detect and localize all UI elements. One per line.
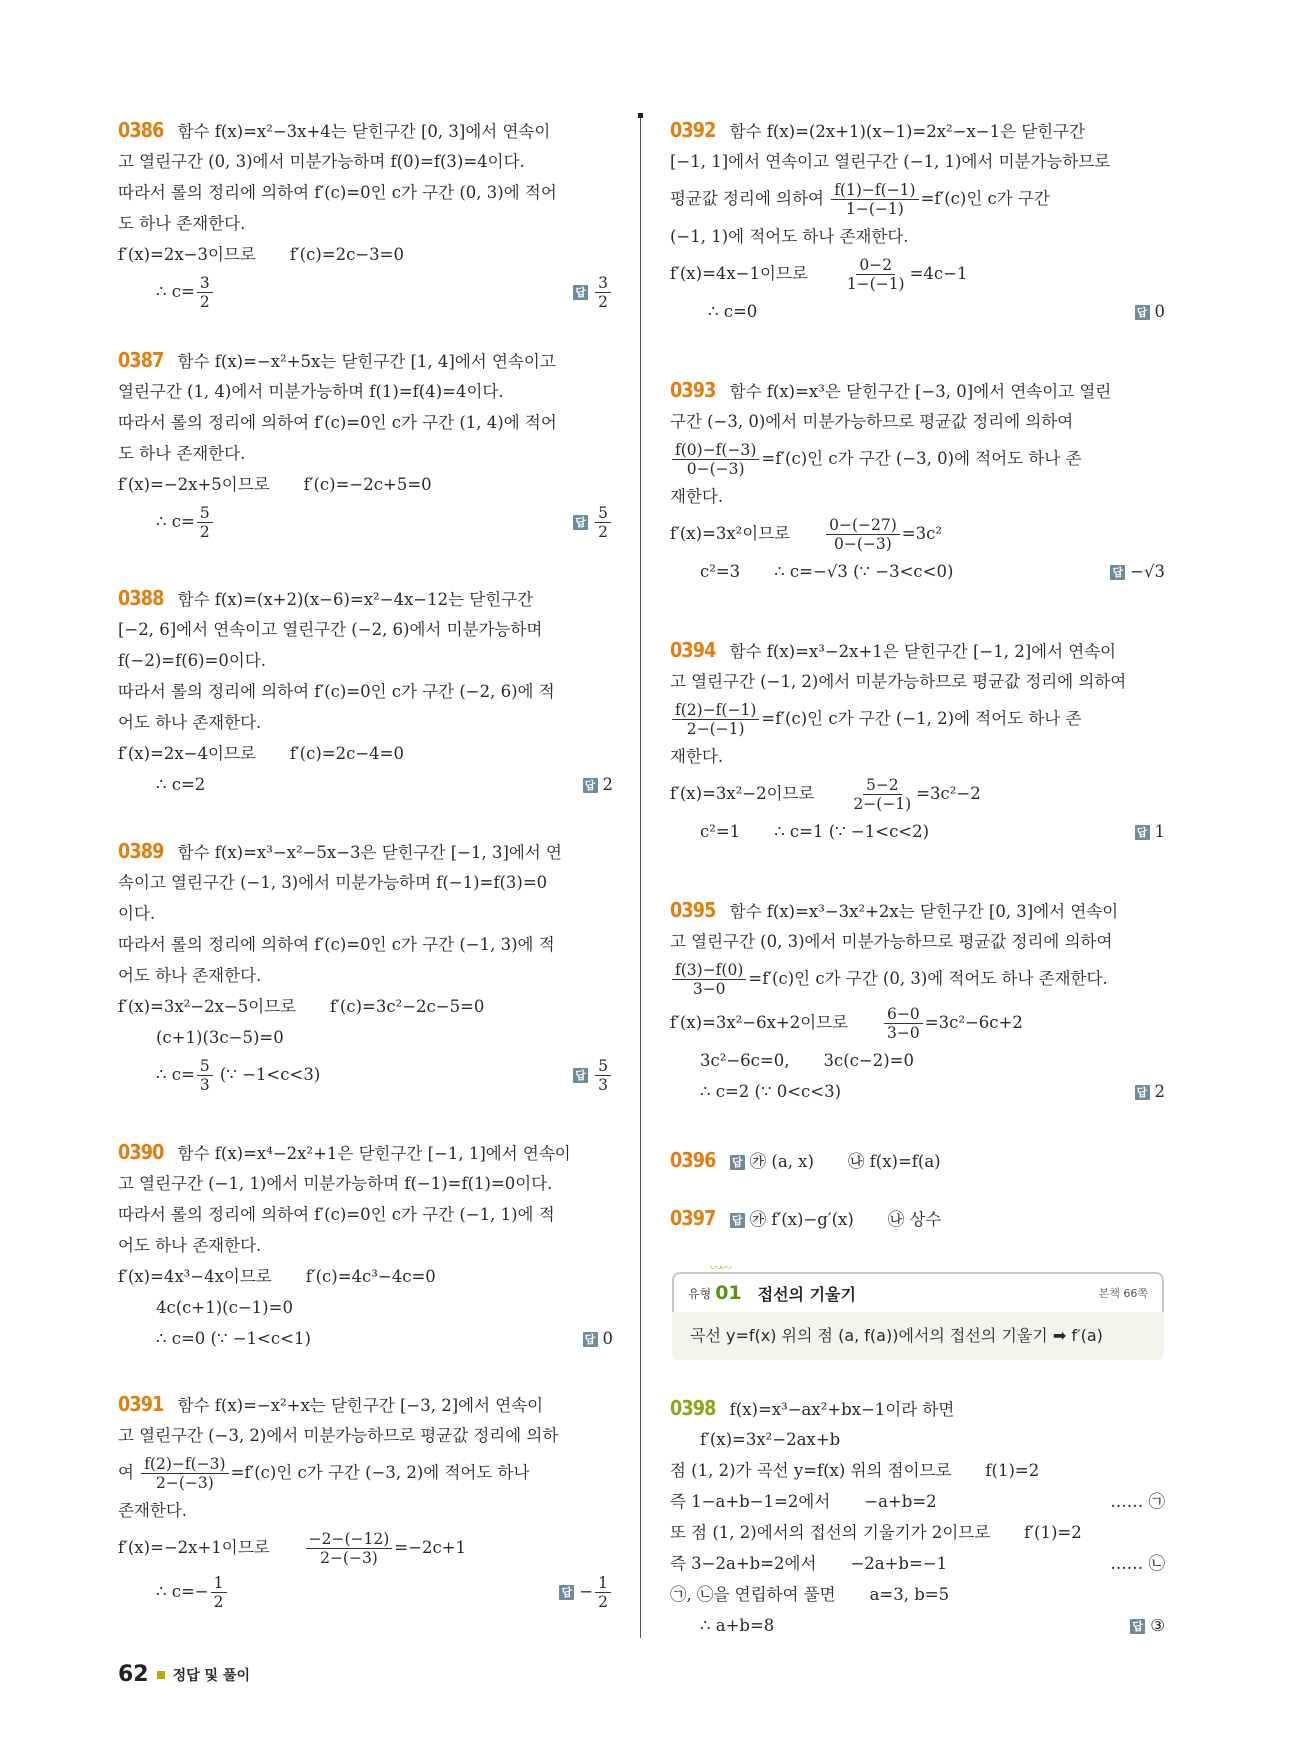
math-text: ㉯ f(x)=f(a) bbox=[847, 1152, 941, 1171]
math-text: 즉 3−2a+b=2에서 bbox=[670, 1554, 817, 1573]
math-text: 도 하나 존재한다. bbox=[118, 214, 246, 233]
problem-0393 bbox=[670, 375, 1165, 587]
math-text: ∴ c= bbox=[156, 1065, 195, 1084]
solution-line bbox=[670, 772, 1165, 816]
answer-icon: 답 bbox=[559, 1585, 574, 1600]
denominator: 3−0 bbox=[887, 1024, 920, 1042]
math-text: ∴ c= bbox=[156, 512, 195, 531]
solution-line bbox=[670, 481, 1165, 512]
math-text: f′(x)=3x²−6x+2이므로 bbox=[670, 1013, 849, 1032]
math-text: 따라서 롤의 정리에 의하여 f′(c)=0인 c가 구간 (−2, 6)에 적 bbox=[118, 682, 555, 701]
equation-tag: …… ㉠ bbox=[1110, 1492, 1165, 1511]
equation-tag: …… ㉡ bbox=[1110, 1554, 1165, 1573]
numerator: 5−2 bbox=[863, 776, 902, 795]
math-text: (∵ −1<c<3) bbox=[214, 1065, 321, 1084]
solution-line bbox=[670, 697, 1165, 741]
math-text: c²=3 bbox=[700, 562, 741, 581]
math-text: [−2, 6]에서 연속이고 열린구간 (−2, 6)에서 미분가능하며 bbox=[118, 620, 543, 639]
solution-line bbox=[670, 1610, 1165, 1641]
fraction bbox=[141, 1455, 228, 1492]
problem-number: 0389 bbox=[118, 839, 164, 863]
section-title: 정답 및 풀이 bbox=[172, 1667, 250, 1684]
denominator: 2−(−1) bbox=[686, 720, 745, 738]
problem-number: 0398 bbox=[670, 1396, 716, 1420]
answer-icon: 답 bbox=[573, 285, 588, 300]
problem-number: 0388 bbox=[118, 586, 164, 610]
math-text: f′(c)=−2c+5=0 bbox=[303, 475, 432, 494]
math-text: f′(c)=2c−3=0 bbox=[289, 245, 404, 264]
math-text: 고 열린구간 (−1, 1)에서 미분가능하며 f(−1)=f(1)=0이다. bbox=[118, 1174, 553, 1193]
answer-icon: 답 bbox=[583, 1332, 598, 1347]
solution-line bbox=[118, 1420, 613, 1451]
answer bbox=[1135, 1076, 1166, 1107]
problem-0397 bbox=[670, 1203, 1165, 1234]
solution-line bbox=[118, 1137, 613, 1168]
math-text: f′(x)=3x²−2이므로 bbox=[670, 784, 815, 803]
type-title: 접선의 기울기 bbox=[757, 1284, 856, 1304]
solution-line bbox=[118, 177, 613, 208]
column-divider bbox=[640, 118, 641, 1638]
math-text: c²=1 bbox=[700, 822, 741, 841]
fraction bbox=[197, 504, 213, 541]
problem-0395 bbox=[670, 895, 1165, 1107]
math-text: =f′(c)인 c가 구간 (−3, 0)에 적어도 하나 존 bbox=[761, 449, 1082, 468]
type-label: 유형 bbox=[688, 1286, 712, 1301]
numerator: f(3)−f(0) bbox=[672, 961, 746, 980]
math-text: 0 bbox=[602, 1329, 613, 1348]
solution-line bbox=[118, 738, 613, 769]
math-text: −a+b=2 bbox=[864, 1492, 937, 1511]
answer bbox=[573, 1053, 613, 1097]
math-text: 1 bbox=[1154, 822, 1165, 841]
square-bullet-icon bbox=[157, 1671, 165, 1679]
solution-line bbox=[670, 512, 1165, 556]
math-text: 함수 f(x)=(x+2)(x−6)=x²−4x−12는 닫힌구간 bbox=[177, 590, 534, 609]
problem-number: 0396 bbox=[670, 1148, 716, 1172]
math-text: f(−2)=f(6)=0이다. bbox=[118, 651, 267, 670]
math-text: 고 열린구간 (−1, 2)에서 미분가능하므로 평균값 정리에 의하여 bbox=[670, 672, 1127, 691]
solution-line bbox=[118, 345, 613, 376]
answer bbox=[1130, 1610, 1165, 1641]
numerator: 1 bbox=[595, 1574, 611, 1593]
fraction bbox=[672, 441, 759, 478]
solution-line bbox=[118, 1526, 613, 1570]
numerator: 5 bbox=[595, 504, 611, 523]
denominator: 2 bbox=[598, 1593, 608, 1611]
math-text: 구간 (−3, 0)에서 미분가능하므로 평균값 정리에 의하여 bbox=[670, 412, 1074, 431]
math-text: =f′(c)인 c가 구간 (−1, 2)에 적어도 하나 존 bbox=[761, 709, 1082, 728]
numerator: 5 bbox=[197, 1057, 213, 1076]
math-text: 여 bbox=[118, 1463, 140, 1482]
problem-number: 0391 bbox=[118, 1392, 164, 1416]
fraction bbox=[844, 256, 908, 293]
math-text: 2 bbox=[1154, 1082, 1165, 1101]
fraction bbox=[672, 701, 759, 738]
math-text: =3c² bbox=[901, 524, 942, 543]
math-text: ∴ c= bbox=[156, 282, 195, 301]
denominator: 2−(−1) bbox=[853, 795, 912, 813]
type-page-ref: 본책 66쪽 bbox=[1098, 1287, 1148, 1300]
solution-line bbox=[118, 769, 613, 800]
denominator: 2 bbox=[213, 1593, 224, 1611]
answer bbox=[1135, 296, 1166, 327]
solution-line bbox=[670, 895, 1165, 926]
math-text: 따라서 롤의 정리에 의하여 f′(c)=0인 c가 구간 (1, 4)에 적어 bbox=[118, 413, 557, 432]
fraction bbox=[595, 1057, 611, 1094]
math-text: ∴ c=1 (∵ −1<c<2) bbox=[774, 822, 930, 841]
answer-icon: 답 bbox=[1135, 305, 1150, 320]
solution-line bbox=[118, 1230, 613, 1261]
solution-line bbox=[118, 676, 613, 707]
math-text: − bbox=[579, 1582, 594, 1601]
footer bbox=[118, 1662, 250, 1687]
solution-line bbox=[118, 1389, 613, 1420]
solution-line bbox=[118, 960, 613, 991]
fraction bbox=[850, 776, 914, 813]
math-text: =3c²−2 bbox=[916, 784, 981, 803]
solution-line bbox=[670, 296, 1165, 327]
problem-0389 bbox=[118, 836, 613, 1097]
solution-line bbox=[118, 929, 613, 960]
answer bbox=[1135, 816, 1166, 847]
solution-line bbox=[118, 645, 613, 676]
math-text: f′(x)=3x²이므로 bbox=[670, 524, 791, 543]
math-text: ∴ c=0 bbox=[708, 302, 758, 321]
math-text: =f′(c)인 c가 구간 (0, 3)에 적어도 하나 존재한다. bbox=[748, 969, 1108, 988]
solution-line bbox=[118, 146, 613, 177]
solution-line bbox=[670, 556, 1165, 587]
problem-0391 bbox=[118, 1389, 613, 1614]
denominator: 1−(−1) bbox=[846, 275, 905, 293]
math-text: ㉠, ㉡을 연립하여 풀면 bbox=[670, 1585, 836, 1604]
math-text: a=3, b=5 bbox=[869, 1585, 950, 1604]
math-text: ㉯ 상수 bbox=[887, 1210, 942, 1229]
answer-icon: 답 bbox=[573, 515, 588, 530]
fraction bbox=[831, 181, 918, 218]
problem-0390 bbox=[118, 1137, 613, 1354]
type-header bbox=[672, 1272, 1164, 1312]
problem-number: 0392 bbox=[670, 118, 716, 142]
math-text: 존재한다. bbox=[118, 1501, 188, 1520]
math-text: 속이고 열린구간 (−1, 3)에서 미분가능하며 f(−1)=f(3)=0 bbox=[118, 873, 548, 892]
fraction bbox=[306, 1530, 393, 1567]
math-text: ∴ c=−√3 (∵ −3<c<0) bbox=[774, 562, 954, 581]
math-text: f′(x)=−2x+5이므로 bbox=[118, 475, 270, 494]
fraction bbox=[197, 1057, 213, 1094]
solution-line bbox=[118, 438, 613, 469]
wave-decoration-icon: 〰〰 bbox=[710, 1261, 731, 1275]
math-text: 함수 f(x)=x³−x²−5x−3은 닫힌구간 [−1, 3]에서 연 bbox=[177, 843, 562, 862]
math-text: 함수 f(x)=−x²+x는 닫힌구간 [−3, 2]에서 연속이 bbox=[177, 1396, 544, 1415]
solution-line bbox=[118, 991, 613, 1022]
fraction bbox=[884, 1005, 923, 1042]
math-text: f(x)=x³−ax²+bx−1이라 하면 bbox=[729, 1400, 955, 1419]
type-number: 01 bbox=[715, 1282, 742, 1304]
solution-line bbox=[670, 146, 1165, 177]
numerator: 3 bbox=[197, 274, 213, 293]
fraction bbox=[211, 1574, 227, 1611]
math-text: [−1, 1]에서 연속이고 열린구간 (−1, 1)에서 미분가능하므로 bbox=[670, 152, 1111, 171]
math-text: f′(x)=2x−4이므로 bbox=[118, 744, 256, 763]
answer bbox=[583, 1323, 614, 1354]
numerator: 0−2 bbox=[856, 256, 895, 275]
problem-0392 bbox=[670, 115, 1165, 327]
math-text: 함수 f(x)=(2x+1)(x−1)=2x²−x−1은 닫힌구간 bbox=[729, 122, 1086, 141]
math-text: 또 점 (1, 2)에서의 접선의 기울기가 2이므로 bbox=[670, 1523, 991, 1542]
math-text: 따라서 롤의 정리에 의하여 f′(c)=0인 c가 구간 (−1, 3)에 적 bbox=[118, 935, 555, 954]
solution-line bbox=[670, 1001, 1165, 1045]
math-text: 열린구간 (1, 4)에서 미분가능하며 f(1)=f(4)=4이다. bbox=[118, 382, 504, 401]
math-text: 어도 하나 존재한다. bbox=[118, 966, 262, 985]
math-text: ㉮ f′(x)−g′(x) bbox=[749, 1210, 854, 1229]
denominator: 0−(−3) bbox=[686, 460, 745, 478]
math-text: ∴ c=− bbox=[156, 1582, 209, 1601]
numerator: 1 bbox=[211, 1574, 227, 1593]
solution-line bbox=[670, 666, 1165, 697]
math-text: 3c²−6c=0, bbox=[700, 1051, 790, 1070]
denominator: 2−(−3) bbox=[155, 1474, 214, 1492]
math-text: (−1, 1)에 적어도 하나 존재한다. bbox=[670, 227, 909, 246]
solution-line bbox=[118, 1261, 613, 1292]
solution-line bbox=[118, 115, 613, 146]
math-text: 함수 f(x)=−x²+5x는 닫힌구간 [1, 4]에서 연속이고 bbox=[177, 352, 556, 371]
solution-line bbox=[118, 1495, 613, 1526]
problem-number: 0395 bbox=[670, 898, 716, 922]
solution-line bbox=[118, 500, 613, 544]
answer bbox=[559, 1570, 613, 1614]
solution-line bbox=[670, 1076, 1165, 1107]
math-text: 함수 f(x)=x³−2x+1은 닫힌구간 [−1, 2]에서 연속이 bbox=[729, 642, 1117, 661]
math-text: −2a+b=−1 bbox=[850, 1554, 948, 1573]
problem-number: 0397 bbox=[670, 1206, 716, 1230]
math-text: 재한다. bbox=[670, 747, 724, 766]
math-text: ∴ c=2 bbox=[156, 775, 206, 794]
numerator: f(1)−f(−1) bbox=[831, 181, 918, 200]
type-box bbox=[672, 1261, 1164, 1360]
math-text: ㉮ (a, x) bbox=[749, 1152, 814, 1171]
math-text: =4c−1 bbox=[909, 264, 968, 283]
solution-line bbox=[118, 836, 613, 867]
denominator: 2 bbox=[199, 523, 210, 541]
solution-line bbox=[670, 1548, 1165, 1579]
answer-icon: 답 bbox=[1130, 1619, 1145, 1634]
numerator: 5 bbox=[595, 1057, 611, 1076]
math-text: 2 bbox=[602, 775, 613, 794]
solution-line bbox=[670, 741, 1165, 772]
solution-line bbox=[118, 407, 613, 438]
math-text: ∴ c=2 (∵ 0<c<3) bbox=[700, 1082, 842, 1101]
problem-0387 bbox=[118, 345, 613, 544]
answer-icon: 답 bbox=[730, 1213, 745, 1228]
solution-line bbox=[670, 957, 1165, 1001]
answer-icon: 답 bbox=[1135, 825, 1150, 840]
math-text: =f′(c)인 c가 구간 bbox=[920, 189, 1050, 208]
math-text: f′(x)=2x−3이므로 bbox=[118, 245, 256, 264]
math-text: 고 열린구간 (−3, 2)에서 미분가능하므로 평균값 정리에 의하 bbox=[118, 1426, 559, 1445]
math-text: 함수 f(x)=x³−3x²+2x는 닫힌구간 [0, 3]에서 연속이 bbox=[729, 902, 1119, 921]
problem-number: 0387 bbox=[118, 348, 164, 372]
solution-line bbox=[118, 583, 613, 614]
math-text: ∴ a+b=8 bbox=[700, 1616, 775, 1635]
denominator: 2 bbox=[199, 293, 210, 311]
fraction bbox=[197, 274, 213, 311]
numerator: −2−(−12) bbox=[306, 1530, 393, 1549]
math-text: 고 열린구간 (0, 3)에서 미분가능하므로 평균값 정리에 의하여 bbox=[670, 932, 1113, 951]
denominator: 2 bbox=[598, 293, 608, 311]
answer bbox=[573, 270, 613, 314]
solution-line bbox=[118, 239, 613, 270]
solution-line bbox=[670, 635, 1165, 666]
answer-icon: 답 bbox=[583, 778, 598, 793]
math-text: 함수 f(x)=x²−3x+4는 닫힌구간 [0, 3]에서 연속이 bbox=[177, 122, 551, 141]
solution-line bbox=[670, 1579, 1165, 1610]
math-text: 3c(c−2)=0 bbox=[823, 1051, 915, 1070]
math-text: f′(1)=2 bbox=[1024, 1523, 1082, 1542]
solution-line bbox=[118, 1168, 613, 1199]
math-text: =−2c+1 bbox=[394, 1538, 467, 1557]
solution-line bbox=[118, 469, 613, 500]
math-text: 즉 1−a+b−1=2에서 bbox=[670, 1492, 831, 1511]
problem-number: 0394 bbox=[670, 638, 716, 662]
fraction bbox=[595, 274, 611, 311]
math-text: 도 하나 존재한다. bbox=[118, 444, 246, 463]
fraction bbox=[595, 504, 611, 541]
math-text: f′(x)=3x²−2ax+b bbox=[700, 1430, 841, 1449]
denominator: 0−(−3) bbox=[834, 535, 892, 553]
problem-0394 bbox=[670, 635, 1165, 847]
solution-line bbox=[670, 177, 1165, 221]
math-text: ③ bbox=[1150, 1616, 1165, 1635]
math-text: f′(x)=4x−1이므로 bbox=[670, 264, 808, 283]
solution-line bbox=[670, 252, 1165, 296]
math-text: =3c²−6c+2 bbox=[924, 1013, 1023, 1032]
solution-line bbox=[670, 406, 1165, 437]
answer-icon: 답 bbox=[573, 1068, 588, 1083]
solution-line bbox=[118, 208, 613, 239]
solution-line bbox=[118, 898, 613, 929]
page-number: 62 bbox=[118, 1662, 149, 1687]
solution-line bbox=[670, 816, 1165, 847]
math-text: f′(c)=2c−4=0 bbox=[289, 744, 404, 763]
solution-line bbox=[670, 1486, 1165, 1517]
denominator: 2 bbox=[598, 523, 608, 541]
denominator: 3 bbox=[199, 1076, 210, 1094]
answer bbox=[573, 500, 613, 544]
solution-line bbox=[670, 221, 1165, 252]
problem-0388 bbox=[118, 583, 613, 800]
numerator: 5 bbox=[197, 504, 213, 523]
numerator: 0−(−27) bbox=[826, 516, 900, 535]
math-text: 함수 f(x)=x⁴−2x²+1은 닫힌구간 [−1, 1]에서 연속이 bbox=[177, 1144, 571, 1163]
numerator: f(2)−f(−1) bbox=[672, 701, 759, 720]
solution-line bbox=[670, 375, 1165, 406]
math-text: 평균값 정리에 의하여 bbox=[670, 189, 830, 208]
solution-line bbox=[118, 1570, 613, 1614]
solution-line bbox=[670, 437, 1165, 481]
math-text: 따라서 롤의 정리에 의하여 f′(c)=0인 c가 구간 (0, 3)에 적어 bbox=[118, 183, 557, 202]
solution-line bbox=[118, 1292, 613, 1323]
math-text: 0 bbox=[1154, 302, 1165, 321]
solution-line bbox=[118, 614, 613, 645]
answer-icon: 답 bbox=[730, 1155, 745, 1170]
math-text: (c+1)(3c−5)=0 bbox=[156, 1028, 284, 1047]
numerator: 6−0 bbox=[884, 1005, 923, 1024]
math-text: f′(x)=3x²−2x−5이므로 bbox=[118, 997, 297, 1016]
math-text: 4c(c+1)(c−1)=0 bbox=[156, 1298, 293, 1317]
numerator: f(0)−f(−3) bbox=[672, 441, 759, 460]
problem-0386 bbox=[118, 115, 613, 314]
numerator: 3 bbox=[595, 274, 611, 293]
math-text: 함수 f(x)=x³은 닫힌구간 [−3, 0]에서 연속이고 열린 bbox=[729, 382, 1112, 401]
denominator: 3 bbox=[598, 1076, 608, 1094]
math-text: f(1)=2 bbox=[985, 1461, 1040, 1480]
solution-line bbox=[670, 1424, 1165, 1455]
numerator: f(2)−f(−3) bbox=[141, 1455, 228, 1474]
math-text: 고 열린구간 (0, 3)에서 미분가능하며 f(0)=f(3)=4이다. bbox=[118, 152, 525, 171]
problem-number: 0386 bbox=[118, 118, 164, 142]
solution-line bbox=[118, 1323, 613, 1354]
denominator: 1−(−1) bbox=[845, 200, 904, 218]
solution-line bbox=[670, 1045, 1165, 1076]
solution-line bbox=[118, 867, 613, 898]
math-text: 어도 하나 존재한다. bbox=[118, 1236, 262, 1255]
math-text: =f′(c)인 c가 구간 (−3, 2)에 적어도 하나 bbox=[230, 1463, 530, 1482]
answer-icon: 답 bbox=[1135, 1085, 1150, 1100]
solution-line bbox=[118, 707, 613, 738]
solution-line bbox=[118, 1022, 613, 1053]
solution-line bbox=[118, 376, 613, 407]
math-text: f′(c)=4c³−4c=0 bbox=[305, 1267, 436, 1286]
answer-icon: 답 bbox=[1110, 565, 1125, 580]
solution-line bbox=[118, 1053, 613, 1097]
solution-line bbox=[670, 1393, 1165, 1424]
problem-number: 0393 bbox=[670, 378, 716, 402]
math-text: 이다. bbox=[118, 904, 156, 923]
math-text: f′(x)=4x³−4x이므로 bbox=[118, 1267, 272, 1286]
math-text: 어도 하나 존재한다. bbox=[118, 713, 262, 732]
math-text: 점 (1, 2)가 곡선 y=f(x) 위의 점이므로 bbox=[670, 1461, 952, 1480]
problem-0396 bbox=[670, 1145, 1165, 1176]
math-text: ∴ c=0 (∵ −1<c<1) bbox=[156, 1329, 311, 1348]
denominator: 3−0 bbox=[692, 980, 726, 998]
problem-number: 0390 bbox=[118, 1140, 164, 1164]
fraction bbox=[826, 516, 900, 553]
fraction bbox=[595, 1574, 611, 1611]
denominator: 2−(−3) bbox=[320, 1549, 378, 1567]
answer bbox=[1110, 556, 1165, 587]
math-text: 따라서 롤의 정리에 의하여 f′(c)=0인 c가 구간 (−1, 1)에 적 bbox=[118, 1205, 555, 1224]
solution-line bbox=[670, 1145, 1165, 1176]
solution-line bbox=[118, 1451, 613, 1495]
fraction bbox=[672, 961, 746, 998]
solution-line bbox=[118, 1199, 613, 1230]
answer bbox=[583, 769, 614, 800]
solution-line bbox=[118, 270, 613, 314]
solution-line bbox=[670, 1517, 1165, 1548]
solution-line bbox=[670, 1203, 1165, 1234]
solution-line bbox=[670, 115, 1165, 146]
problem-0398 bbox=[670, 1393, 1165, 1641]
solution-line bbox=[670, 926, 1165, 957]
math-text: −√3 bbox=[1130, 562, 1165, 581]
solution-line bbox=[670, 1455, 1165, 1486]
math-text: 재한다. bbox=[670, 487, 724, 506]
math-text: f′(c)=3c²−2c−5=0 bbox=[330, 997, 485, 1016]
type-summary: 곡선 y=f(x) 위의 점 (a, f(a))에서의 접선의 기울기 ➡ f′(a) bbox=[672, 1312, 1164, 1360]
math-text: f′(x)=−2x+1이므로 bbox=[118, 1538, 270, 1557]
